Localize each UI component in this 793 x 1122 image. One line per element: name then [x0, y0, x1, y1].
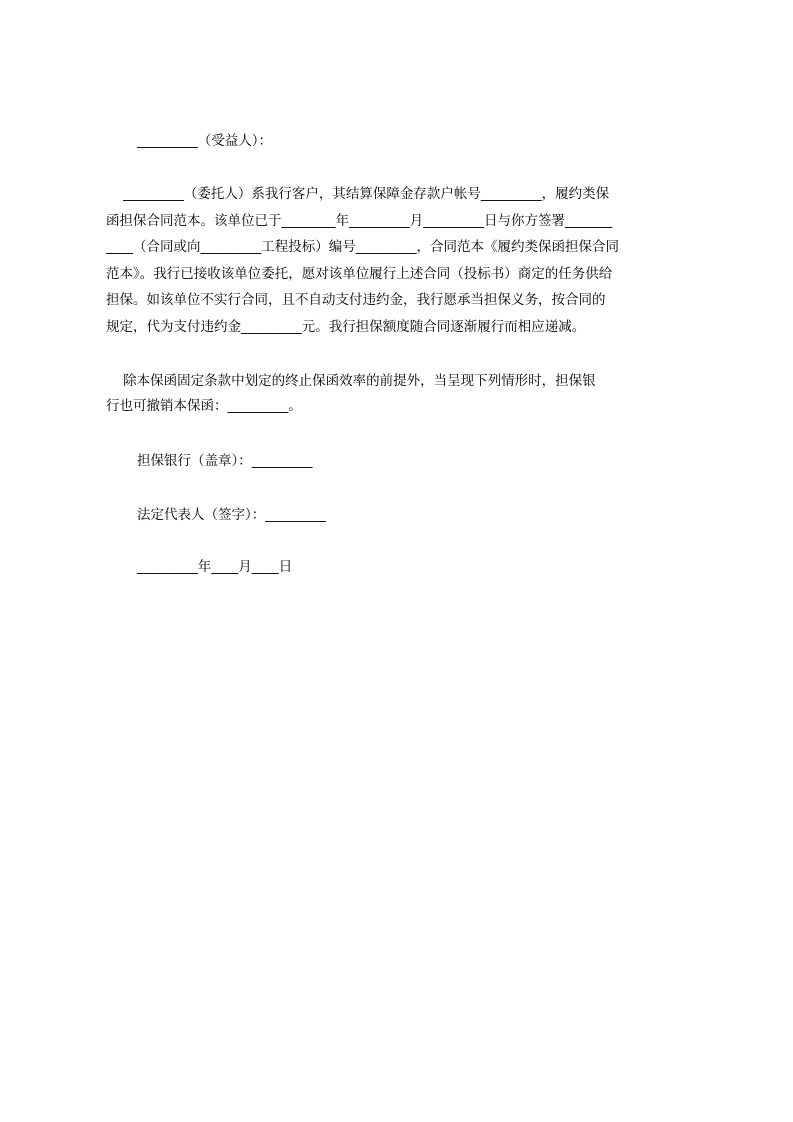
beneficiary-line: _________（受益人）： [137, 133, 272, 149]
paragraph-line: ____（合同或向_________工程投标）编号_________，合同范本《履约类保函担保合同 [106, 239, 619, 255]
date-line: _________年____月____日 [137, 559, 293, 575]
paragraph-line: 担保。如该单位不实行合同，且不自动支付违约金，我行愿承当担保义务，按合同的 [106, 292, 606, 308]
paragraph-line: 行也可撤销本保函：_________。 [106, 398, 302, 414]
guarantee-paragraph [106, 184, 704, 343]
paragraph-line: 规定，代为支付违约金_________元。我行担保额度随合同逐渐履行而相应递减。 [106, 318, 586, 335]
bank-seal-line: 担保银行（盖章）：_________ [137, 453, 313, 469]
legal-representative-line: 法定代表人（签字）：_________ [137, 507, 326, 523]
paragraph-line: 范本》。我行已接收该单位委托，愿对该单位履行上述合同（投标书）商定的任务供给 [106, 265, 613, 282]
paragraph-line: _________（委托人）系我行客户，其结算保障金存款户帐号_________，履约类保 [106, 186, 610, 202]
paragraph-line: 函担保合同范本。该单位已于________年_________月_________日与你方签署_______ [106, 212, 613, 229]
paragraph-line: 除本保函固定条款中划定的终止保函效率的前提外，当呈现下列情形时，担保银 [106, 373, 596, 389]
revocation-paragraph [106, 371, 704, 421]
